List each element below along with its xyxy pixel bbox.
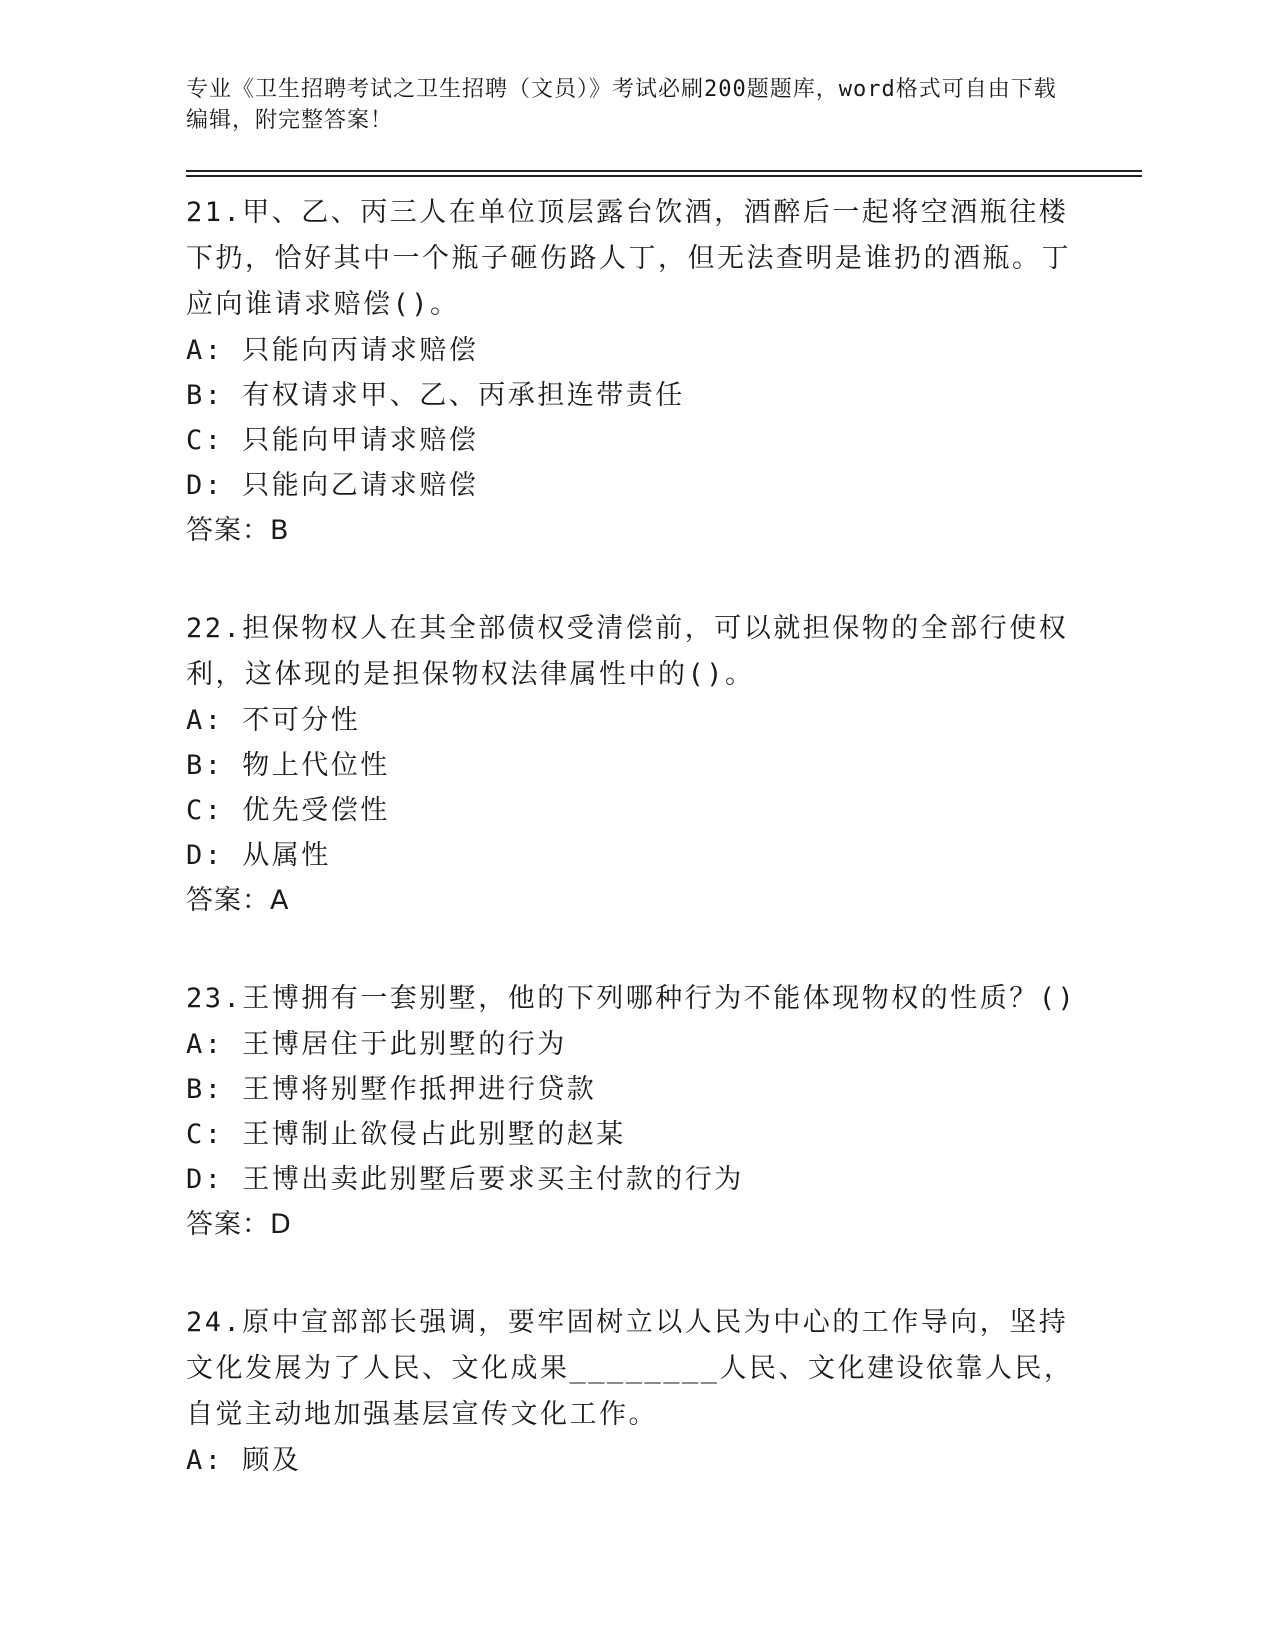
question-24 — [186, 1300, 1086, 1483]
option-b: B: 有权请求甲、乙、丙承担连带责任 — [186, 380, 685, 411]
option-b: B: 王博将别墅作抵押进行贷款 — [186, 1074, 597, 1105]
option-c: C: 只能向甲请求赔偿 — [186, 425, 479, 456]
question-stem: 23.王博拥有一套别墅，他的下列哪种行为不能体现物权的性质？() — [186, 983, 1077, 1014]
option-a: A: 王博居住于此别墅的行为 — [186, 1029, 567, 1060]
option-a: A: 顾及 — [186, 1445, 302, 1476]
question-stem: 21.甲、乙、丙三人在单位顶层露台饮酒，酒醉后一起将空酒瓶往楼下扔，恰好其中一个瓶子砸伤路人丁，但无法查明是谁扔的酒瓶。丁应向谁请求赔偿()。 — [186, 197, 1071, 320]
option-a: A: 不可分性 — [186, 705, 361, 736]
question-23 — [186, 976, 1086, 1248]
answer-label: 答案：A — [186, 885, 290, 916]
option-c: C: 王博制止欲侵占此别墅的赵某 — [186, 1119, 626, 1150]
option-c: C: 优先受偿性 — [186, 795, 390, 826]
option-d: D: 只能向乙请求赔偿 — [186, 470, 479, 501]
header-divider-bottom — [186, 175, 1142, 177]
header-title: 专业《卫生招聘考试之卫生招聘（文员）》考试必刷200题题库，word格式可自由下载编辑，附完整答案！ — [186, 77, 1057, 133]
answer-label: 答案：D — [186, 1209, 292, 1240]
question-22 — [186, 606, 1086, 924]
question-list — [186, 190, 1086, 1535]
document-header — [186, 74, 1066, 136]
question-21 — [186, 190, 1086, 554]
answer-label: 答案：B — [186, 515, 290, 546]
header-divider-top — [186, 170, 1142, 172]
option-a: A: 只能向丙请求赔偿 — [186, 335, 479, 366]
option-d: D: 从属性 — [186, 840, 331, 871]
option-b: B: 物上代位性 — [186, 750, 390, 781]
question-stem: 24.原中宣部部长强调，要牢固树立以人民为中心的工作导向，坚持文化发展为了人民、文化成果________人民、文化建设依靠人民，自觉主动地加强基层宣传文化工作。 — [186, 1307, 1074, 1430]
question-stem: 22.担保物权人在其全部债权受清偿前，可以就担保物的全部行使权利，这体现的是担保物权法律属性中的()。 — [186, 613, 1069, 690]
option-d: D: 王博出卖此别墅后要求买主付款的行为 — [186, 1164, 744, 1195]
